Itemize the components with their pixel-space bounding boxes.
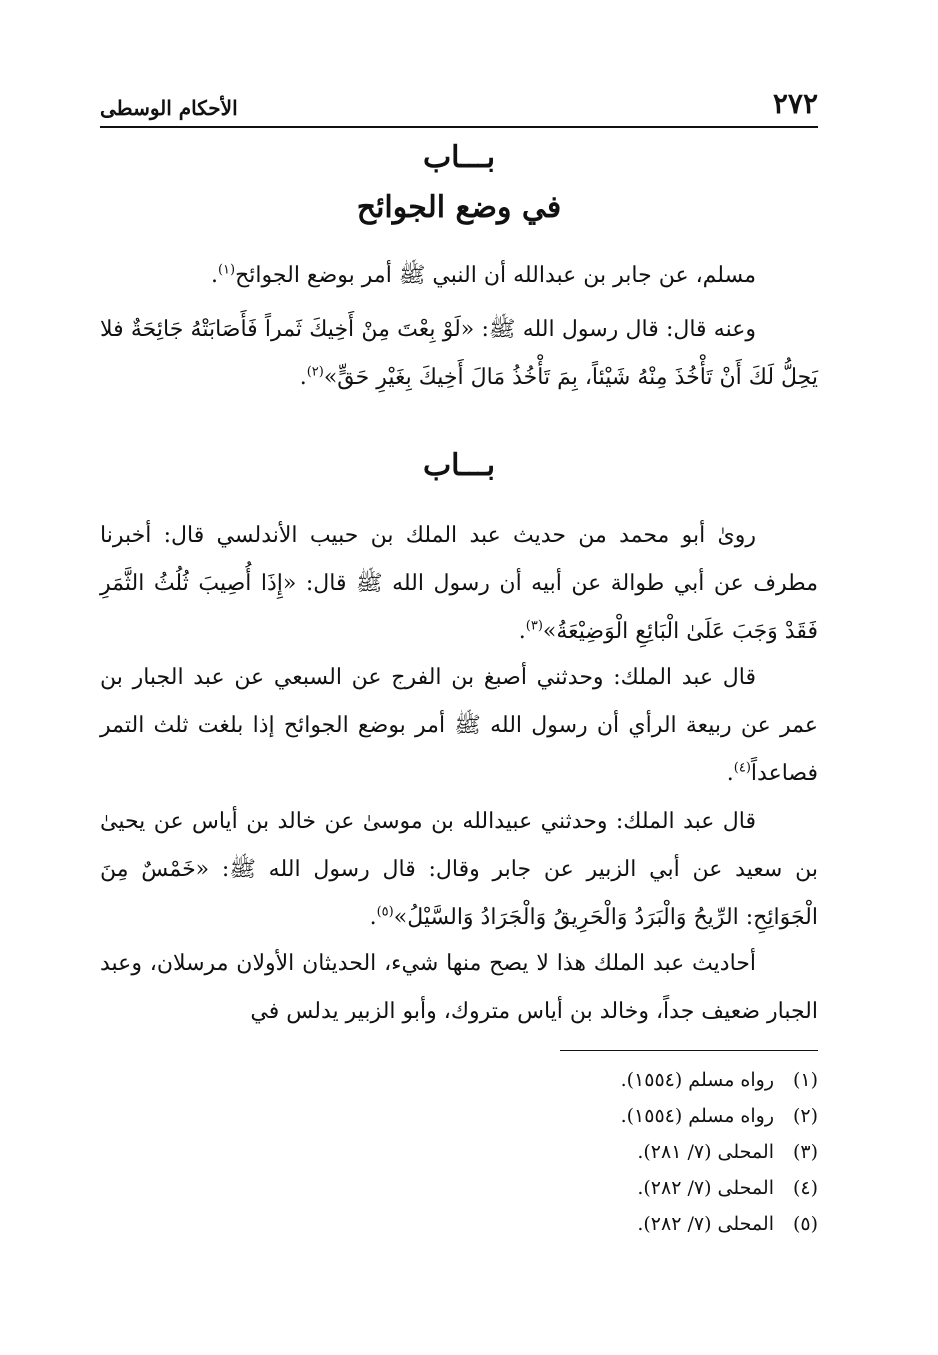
paragraph: مسلم، عن جابر بن عبدالله أن النبي ﷺ أمر بوضع الجوائح$^{(١)}$. [210,262,756,288]
footnote-item: (٣) المحلى (٧/ ٢٨١). [637,1141,818,1163]
footnote-ref: (٢) [306,364,324,380]
footnote-item: (٤) المحلى (٧/ ٢٨٢). [637,1177,818,1199]
footnote-ref: (٣) [525,618,543,634]
footnote-item: (٥) المحلى (٧/ ٢٨٢). [637,1213,818,1235]
paragraph: قال عبد الملك: وحدثني عبيدالله بن موسىٰ عن خالد بن أياس عن يحيىٰ بن سعيد عن أبي الزبير عن جابر وقال: قال رسول الله ﷺ: «خَمْسٌ مِنَ الْجَوَائِحِ: الرِّيحُ وَالْبَرَدُ وَالْحَرِيقُ وَالْجَرَادُ وَالسَّيْلُ»$^{(٥)}$. [100,809,818,930]
section-heading-1: بـــاب [422,140,496,175]
footnote-ref: (١) [217,262,236,278]
footnote-item: (١) رواه مسلم (١٥٥٤). [620,1069,818,1091]
page-header [100,84,818,128]
paragraph: وعنه قال: قال رسول الله ﷺ: «لَوْ بِعْتَ مِنْ أَخِيكَ ثَمراً فَأَصَابَتْهُ جَائِحَةٌ فلا يَحِلُّ لَكَ أَنْ تَأْخُذَ مِنْهُ شَيْئاً، بِمَ تَأْخُذُ مَالَ أَخِيكَ بِغَيْرِ حَقٍّ»$^{(٢)}$. [100,317,818,390]
footnotes-list [100,1062,818,1242]
footnote-ref: (٥) [376,904,394,920]
footnote-item: (٢) رواه مسلم (١٥٥٤). [620,1105,818,1127]
paragraph: قال عبد الملك: وحدثني أصبغ بن الفرج عن السبعي عن عبد الجبار بن عمر عن ربيعة الرأي أن رسول الله ﷺ أمر بوضع الجوائح إذا بلغت ثلث التمر فصاعداً$^{(٤)}$. [100,665,818,786]
paragraph: أحاديث عبد الملك هذا لا يصح منها شيء، الحديثان الأولان مرسلان، وعبد الجبار ضعيف جداً، وخالد بن أياس متروك، وأبو الزبير يدلس في [100,951,818,1024]
paragraph: روىٰ أبو محمد من حديث عبد الملك بن حبيب الأندلسي قال: أخبرنا مطرف عن أبي طوالة عن أبيه أن رسول الله ﷺ قال: «إِذَا أُصِيبَ ثُلُثُ الثَّمَرِ فَقَدْ وَجَبَ عَلَىٰ الْبَائِعِ الْوَضِيْعَةُ»$^{(٣)}$. [100,523,818,644]
running-title: الأحكام الوسطى [100,96,238,120]
footnote-divider [560,1050,818,1051]
footnote-ref: (٤) [733,760,751,776]
section-heading-2: بـــاب [422,448,496,483]
page-number: ٢٧٢ [772,87,818,120]
section-subheading-1: في وضع الجوائح [356,190,562,225]
